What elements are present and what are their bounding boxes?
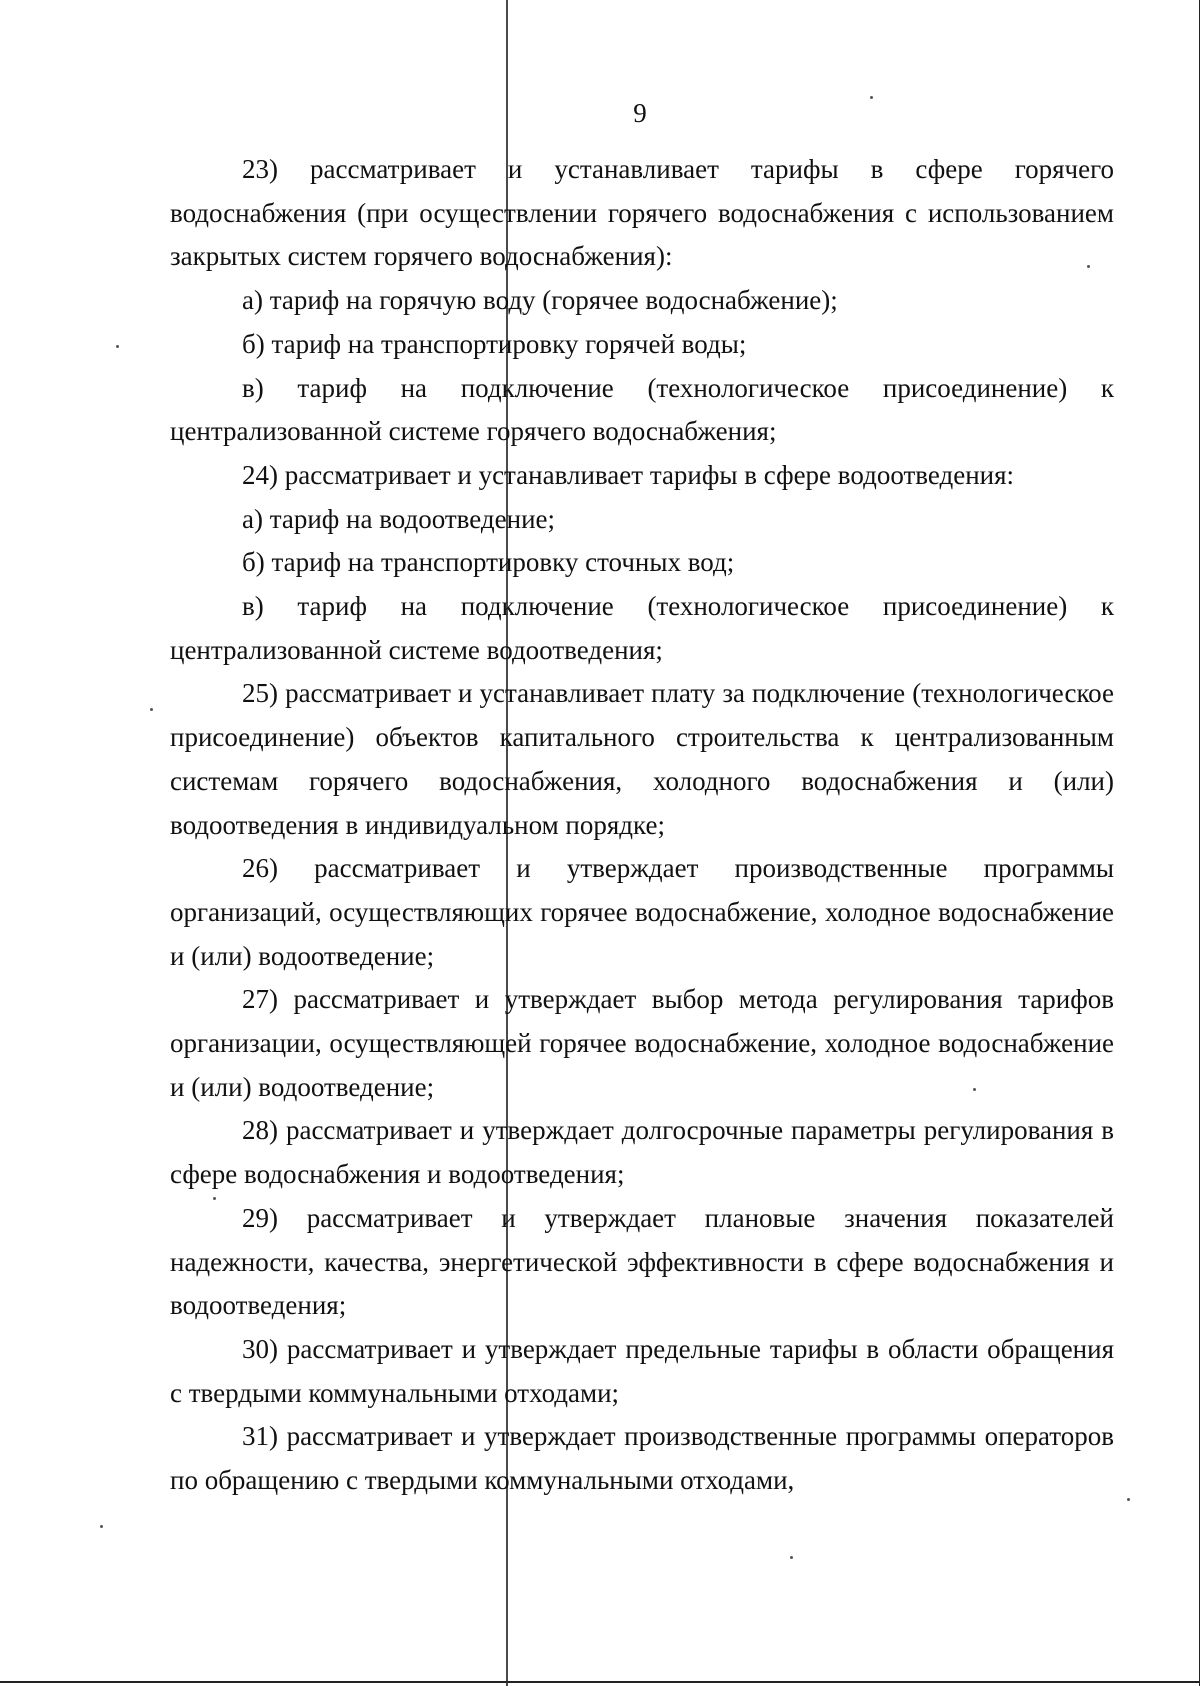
document-body [170,148,1114,1503]
paragraph-27: 27) рассматривает и утверждает выбор метода регулирования тарифов организации, осуществляющей горячее водоснабжение, холодное водоснабжение и (или) водоотведение; [170,984,1114,1102]
scan-speck [150,708,153,711]
paragraph-23v: в) тариф на подключение (технологическое присоединение) к централизованной системе горячего водоснабжения; [170,372,1114,447]
page-number: 9 [633,98,647,128]
paragraph-24b: б) тариф на транспортировку сточных вод; [242,547,735,578]
paragraph-23: 23) рассматривает и устанавливает тарифы в сфере горячего водоснабжения (при осуществлении горячего водоснабжения с использованием закрытых систем горячего водоснабжения): [170,154,1114,272]
paragraph-28: 28) рассматривает и утверждает долгосрочные параметры регулирования в сфере водоснабжения и водоотведения; [170,1115,1114,1190]
paragraph-30: 30) рассматривает и утверждает предельные тарифы в области обращения с твердыми коммунальными отходами; [170,1333,1114,1408]
paragraph-29: 29) рассматривает и утверждает плановые значения показателей надежности, качества, энергетической эффективности в сфере водоснабжения и водоотведения; [170,1202,1114,1321]
paragraph-25: 25) рассматривает и устанавливает плату за подключение (технологическое присоединение) объектов капитального строительства к централизованным системам горячего водоснабжения, холодного водоснабжения и (или) водоотведения в индивидуальном порядке; [170,678,1114,840]
paragraph-23a: а) тариф на горячую воду (горячее водоснабжение); [242,285,838,316]
scan-speck [1127,1498,1130,1501]
scan-speck [116,345,119,348]
scan-speck [100,1525,103,1528]
paragraph-23b: б) тариф на транспортировку горячей воды; [242,328,747,359]
paragraph-31: 31) рассматривает и утверждает производственные программы операторов по обращению с твердыми коммунальными отходами, [170,1421,1114,1496]
paragraph-24a: а) тариф на водоотведение; [242,503,556,534]
paragraph-26: 26) рассматривает и утверждает производственные программы организаций, осуществляющих горячее водоснабжение, холодное водоснабжение и (или) водоотведение; [170,853,1114,971]
paragraph-24: 24) рассматривает и устанавливает тарифы в сфере водоотведения: [242,459,1015,490]
scan-speck [790,1556,793,1559]
paragraph-24v: в) тариф на подключение (технологическое присоединение) к централизованной системе водоотведения; [170,591,1114,665]
scan-edge [0,1681,1200,1683]
